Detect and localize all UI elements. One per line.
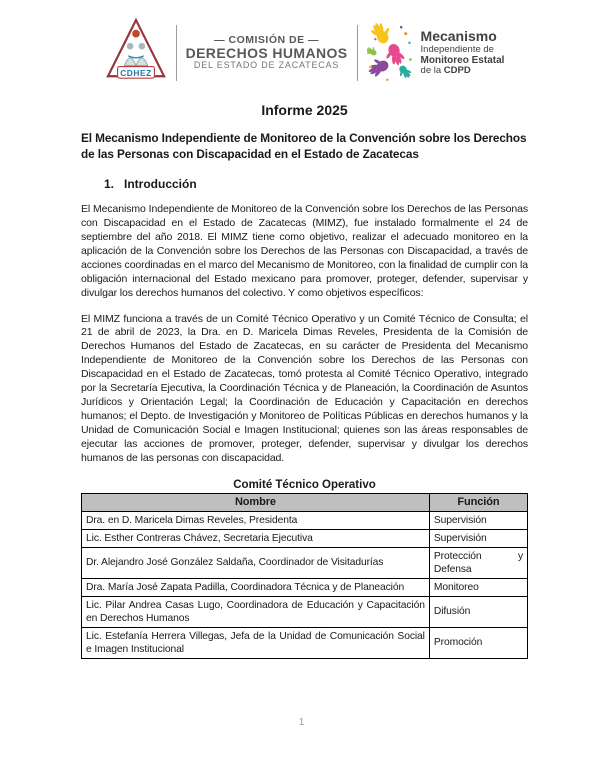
mimz-line3: Monitoreo Estatal xyxy=(420,55,505,67)
committee-table xyxy=(81,493,528,659)
cdhez-logo xyxy=(105,17,348,89)
cell-funcion: Supervisión xyxy=(429,511,527,529)
cdhez-org-name xyxy=(186,35,348,70)
section-heading-introduccion xyxy=(81,177,528,191)
cell-nombre: Dra. en D. Maricela Dimas Reveles, Presidenta xyxy=(82,511,430,529)
column-header-funcion: Función xyxy=(429,493,527,511)
mimz-line2: Independiente de xyxy=(420,43,494,55)
handprints-icon xyxy=(367,22,415,84)
table-row xyxy=(82,547,528,578)
section-number: 1. xyxy=(104,177,115,192)
table-row xyxy=(82,627,528,658)
table-title: Comité Técnico Operativo xyxy=(233,478,376,491)
section-label: Introducción xyxy=(124,177,197,192)
cdhez-org-line3: DEL ESTADO DE ZACATECAS xyxy=(193,60,340,71)
paragraph-2: El MIMZ funciona a través de un Comité Técnico Operativo y un Comité Técnico de Consulta; el 21 de abril de 2023, la Dra. en D. Maricela Dimas Reveles, Presidenta de la Comisión de Derechos Humanos del Estado de Zacatecas, en su carácter de Presidenta del Mecanismo Independiente de Monitoreo de la Convención sobre los Derechos de las Personas con Discapacidad en el Estado de Zacatecas, tomó protesta al Comité Técnico Operativo, integrado por la Secretaría Ejecutiva, la Coordinación Técnica y de Planeación, la Coordinación de Asuntos Jurídicos y Orientación Legal; la Coordinación de Educación y Capacitación en derechos humanos; el Depto. de Investigación y Monitoreo de Políticas Públicas en derechos humanos y la Unidad de Comunicación Social e Imagen Institucional; quienes son las áreas responsables de ejecutar las acciones de promover, proteger, defender, supervisar y divulgar los derechos humanos de las personas con discapacidad. xyxy=(81,312,528,464)
document-subtitle: El Mecanismo Independiente de Monitoreo de la Convención sobre los Derechos de las Personas con Discapacidad en el Estado de Zacatecas xyxy=(81,131,527,161)
cell-nombre: Lic. Estefanía Herrera Villegas, Jefa de la Unidad de Comunicación Social e Imagen Institucional xyxy=(82,627,430,658)
cell-funcion: Difusión xyxy=(429,596,527,627)
cell-funcion: Promoción xyxy=(429,627,527,658)
cell-funcion: Supervisión xyxy=(429,529,527,547)
header-divider xyxy=(357,25,358,81)
page-number: 1 xyxy=(298,716,305,728)
header-divider xyxy=(176,25,177,81)
table-row xyxy=(82,578,528,596)
table-row xyxy=(82,511,528,529)
mimz-line4 xyxy=(421,66,505,77)
table-row xyxy=(82,529,528,547)
cdhez-org-line2: DERECHOS HUMANOS xyxy=(185,45,348,62)
cell-nombre: Dra. María José Zapata Padilla, Coordinadora Técnica y de Planeación xyxy=(82,578,430,596)
header xyxy=(81,16,528,90)
table-header-row xyxy=(82,493,528,511)
mimz-logo-text xyxy=(421,29,505,77)
mimz-line4-regular: de la xyxy=(420,65,444,77)
cell-nombre: Lic. Esther Contreras Chávez, Secretaria Ejecutiva xyxy=(82,529,430,547)
cell-funcion: Protección y Defensa xyxy=(429,547,527,578)
svg-text:CDHEZ: CDHEZ xyxy=(119,67,152,78)
cell-nombre: Dr. Alejandro José González Saldaña, Coordinador de Visitadurías xyxy=(82,547,430,578)
mimz-line4-bold: CDPD xyxy=(443,65,471,77)
paragraph-1: El Mecanismo Independiente de Monitoreo de la Convención sobre los Derechos de las Personas con Discapacidad en el Estado de Zacatecas (MIMZ), fue instalado formalmente el 24 de septiembre del año 2018. El MIMZ tiene como objetivo, realizar el adecuado monitoreo en la aplicación de la Convención sobre los Derechos de las Personas con Discapacidad, a través de acciones coordinadas en el marco del Mecanismo de Monitoreo, con la finalidad de cumplir con la obligación internacional del Estado mexicano para promover, proteger, defender, supervisar y divulgar los derechos humanos del colectivo. Y como objetivos específicos: xyxy=(81,203,528,299)
mimz-line1: Mecanismo xyxy=(420,27,497,44)
document-title: Informe 2025 xyxy=(261,102,348,118)
cdhez-org-line1: — COMISIÓN DE — xyxy=(214,34,320,47)
cdhez-triangle-icon xyxy=(105,17,167,89)
column-header-nombre: Nombre xyxy=(82,493,430,511)
table-row xyxy=(82,596,528,627)
cell-nombre: Lic. Pilar Andrea Casas Lugo, Coordinadora de Educación y Capacitación en Derechos Humanos xyxy=(82,596,430,627)
cell-funcion: Monitoreo xyxy=(429,578,527,596)
